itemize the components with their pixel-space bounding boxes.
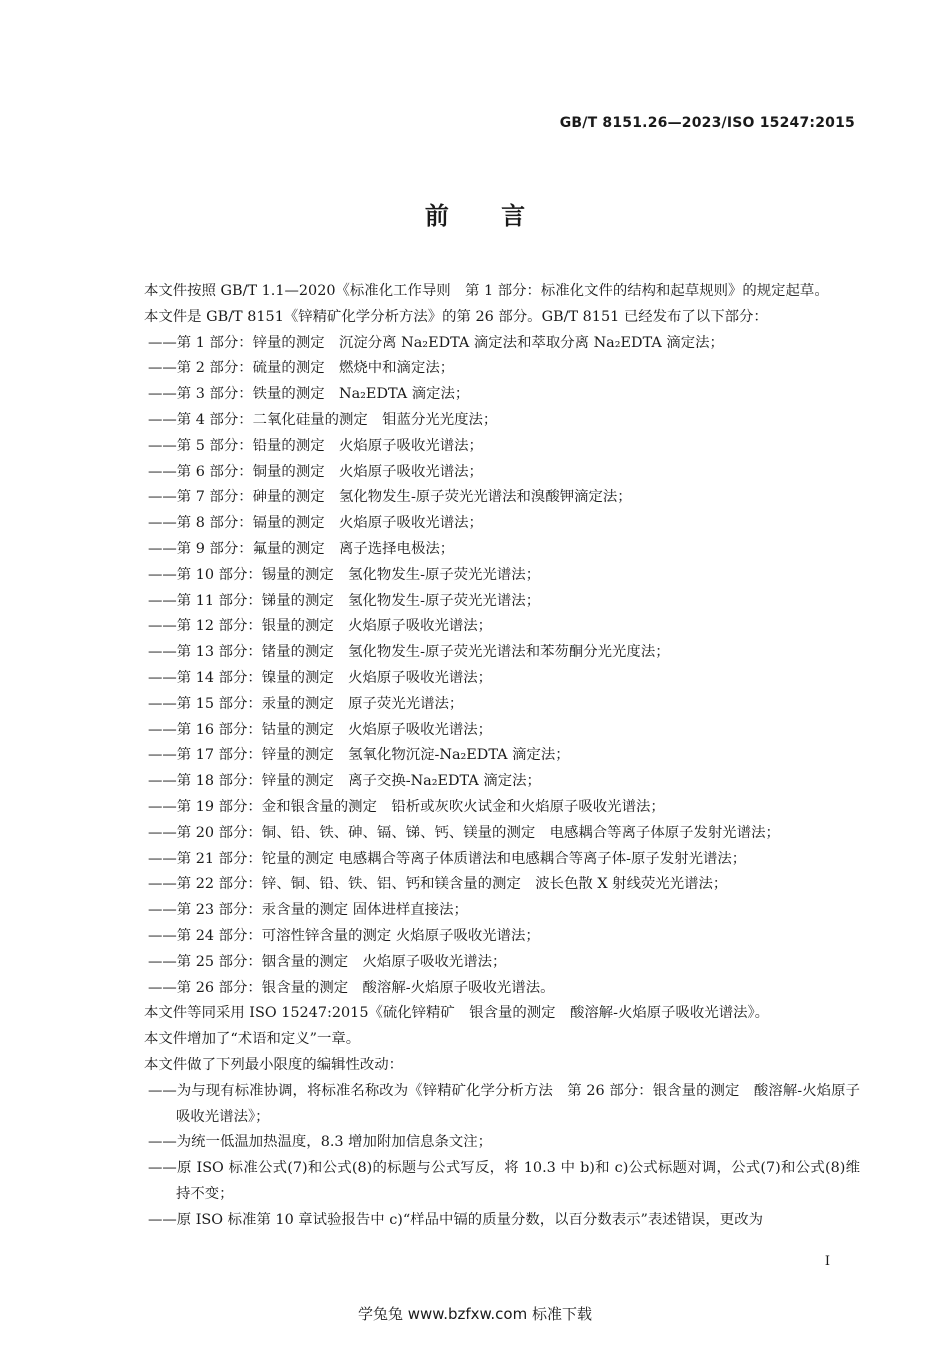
list-item: ——第 14 部分：镍量的测定 火焰原子吸收光谱法； bbox=[148, 669, 493, 686]
list-item: ——第 25 部分：铟含量的测定 火焰原子吸收光谱法； bbox=[148, 953, 507, 970]
list-item: ——第 12 部分：银量的测定 火焰原子吸收光谱法； bbox=[148, 618, 493, 635]
list-item: ——第 21 部分：铊量的测定 电感耦合等离子体质谱法和电感耦合等离子体-原子发射光谱法； bbox=[148, 850, 747, 867]
list-item: ——第 15 部分：汞量的测定 原子荧光光谱法； bbox=[148, 695, 464, 712]
list-item: ——第 18 部分：锌量的测定 离子交换-Na₂EDTA 滴定法； bbox=[148, 773, 541, 790]
page-title: 前 言 bbox=[424, 202, 526, 230]
list-item: ——第 19 部分：金和银含量的测定 铅析或灰吹火试金和火焰原子吸收光谱法； bbox=[148, 798, 665, 815]
document-code: GB/T 8151.26—2023/ISO 15247:2015 bbox=[559, 115, 855, 131]
list-item: ——第 10 部分：锡量的测定 氢化物发生-原子荧光光谱法； bbox=[148, 566, 541, 583]
body-paragraph: 本文件等同采用 ISO 15247:2015《硫化锌精矿 银含量的测定 酸溶解-火焰原子吸收光谱法》。 bbox=[144, 1005, 770, 1022]
list-item: ——第 17 部分：锌量的测定 氢氧化物沉淀-Na₂EDTA 滴定法； bbox=[148, 747, 570, 764]
list-item: ——第 16 部分：钴量的测定 火焰原子吸收光谱法； bbox=[148, 721, 493, 738]
list-item: ——为与现有标准协调，将标准名称改为《锌精矿化学分析方法 第 26 部分：银含量的测定 酸溶解-火焰原子吸收光谱法》； bbox=[148, 1082, 860, 1125]
page-number: I bbox=[824, 1254, 830, 1269]
list-item: ——原 ISO 标准公式(7)和公式(8)的标题与公式写反，将 10.3 中 b)和 c)公式标题对调，公式(7)和公式(8)维持不变； bbox=[148, 1160, 860, 1202]
list-item: ——第 24 部分：可溶性锌含量的测定 火焰原子吸收光谱法； bbox=[148, 927, 540, 944]
list-item: ——第 20 部分：铜、铅、铁、砷、镉、锑、钙、镁量的测定 电感耦合等离子体原子发射光谱法； bbox=[148, 824, 780, 841]
list-item: ——第 26 部分：银含量的测定 酸溶解-火焰原子吸收光谱法。 bbox=[148, 979, 555, 996]
list-item: ——第 11 部分：锑量的测定 氢化物发生-原子荧光光谱法； bbox=[148, 592, 541, 609]
list-item: ——第 4 部分：二氧化硅量的测定 钼蓝分光光度法； bbox=[148, 411, 498, 428]
list-item: ——第 1 部分：锌量的测定 沉淀分离 Na₂EDTA 滴定法和萃取分离 Na₂EDTA 滴定法； bbox=[148, 334, 724, 351]
list-item: ——第 23 部分：汞含量的测定 固体进样直接法； bbox=[148, 902, 468, 919]
list-item: ——第 8 部分：镉量的测定 火焰原子吸收光谱法； bbox=[148, 515, 483, 532]
list-item: ——第 13 部分：锗量的测定 氢化物发生-原子荧光光谱法和苯芴酮分光光度法； bbox=[148, 644, 670, 661]
list-item: ——为统一低温加热温度，8.3 增加附加信息条文注； bbox=[148, 1134, 493, 1151]
list-item: ——第 22 部分：锌、铜、铅、铁、铝、钙和镁含量的测定 波长色散 X 射线荧光光谱法； bbox=[148, 876, 728, 893]
parts-list bbox=[116, 331, 860, 1002]
list-item: ——第 7 部分：砷量的测定 氢化物发生-原子荧光光谱法和溴酸钾滴定法； bbox=[148, 489, 632, 506]
intro-paragraph: 本文件是 GB/T 8151《锌精矿化学分析方法》的第 26 部分。GB/T 8151 已经发布了以下部分： bbox=[144, 308, 768, 325]
body-paragraph: 本文件做了下列最小限度的编辑性改动： bbox=[144, 1056, 404, 1073]
list-item: ——第 9 部分：氟量的测定 离子选择电极法； bbox=[148, 540, 455, 557]
list-item: ——第 6 部分：铜量的测定 火焰原子吸收光谱法； bbox=[148, 463, 483, 480]
intro-paragraph: 本文件按照 GB/T 1.1—2020《标准化工作导则 第 1 部分：标准化文件的结构和起草规则》的规定起草。 bbox=[144, 283, 829, 299]
watermark-footer: 学兔兔 www.bzfxw.com 标准下载 bbox=[358, 1305, 592, 1323]
list-item: ——原 ISO 标准第 10 章试验报告中 c)“样品中镉的质量分数，以百分数表示”表述错误，更改为 bbox=[148, 1211, 763, 1228]
edits-list bbox=[116, 1079, 860, 1234]
body-paragraph: 本文件增加了“术语和定义”一章。 bbox=[144, 1031, 361, 1048]
document-body bbox=[116, 279, 860, 1233]
list-item: ——第 3 部分：铁量的测定 Na₂EDTA 滴定法； bbox=[148, 386, 470, 403]
list-item: ——第 5 部分：铅量的测定 火焰原子吸收光谱法； bbox=[148, 437, 483, 454]
list-item: ——第 2 部分：硫量的测定 燃烧中和滴定法； bbox=[148, 360, 455, 377]
